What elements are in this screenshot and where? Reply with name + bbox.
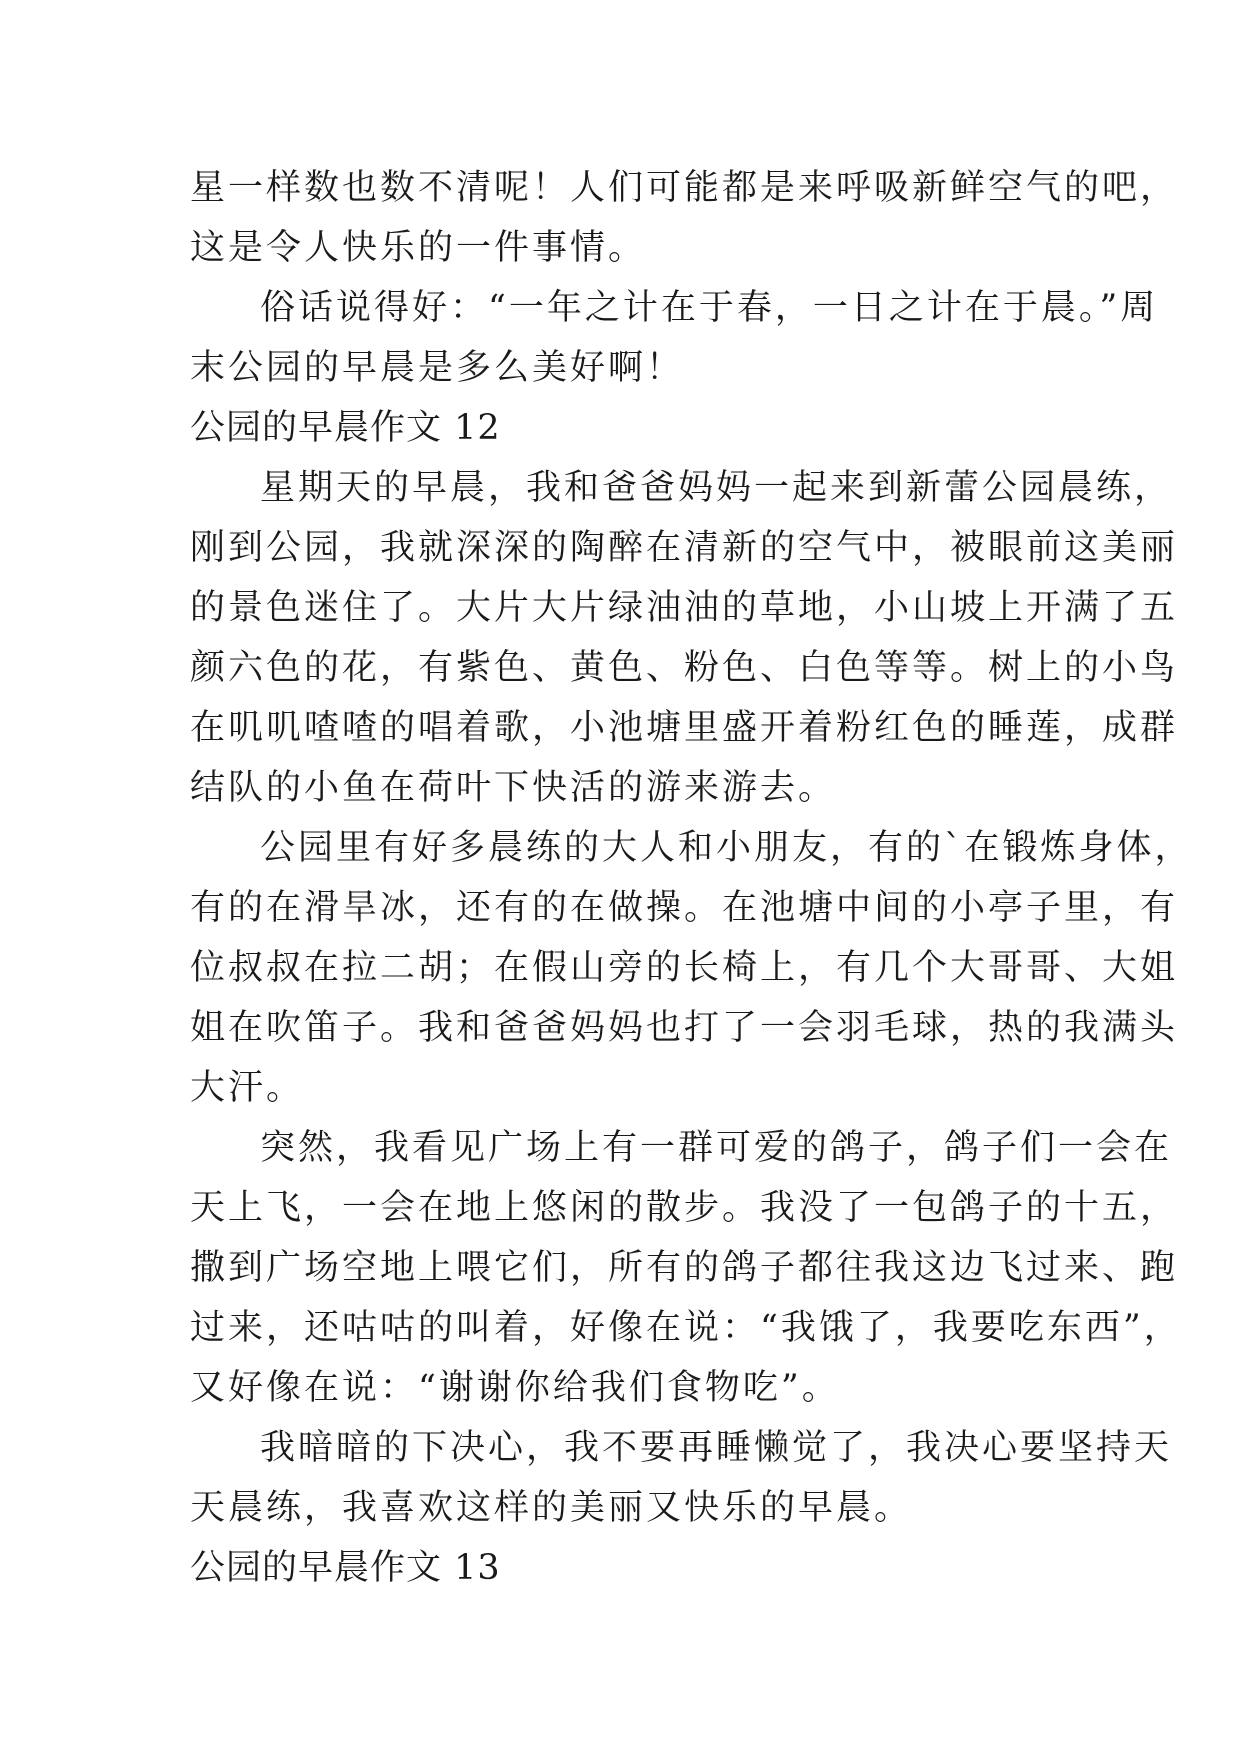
paragraph-line: 星一样数也数不清呢！人们可能都是来呼吸新鲜空气的吧， [190,168,1179,208]
paragraph-line: 在叽叽喳喳的唱着歌，小池塘里盛开着粉红色的睡莲，成群 [190,708,1179,748]
paragraph-line: 俗话说得好：“一年之计在于春，一日之计在于晨。”周 [260,288,1159,328]
paragraph-line: 位叔叔在拉二胡；在假山旁的长椅上，有几个大哥哥、大姐 [190,948,1179,988]
paragraph-line: 又好像在说：“谢谢你给我们食物吃”。 [190,1368,840,1408]
document-body [190,158,1193,1598]
paragraph-line: 的景色迷住了。大片大片绿油油的草地，小山坡上开满了五 [190,588,1179,628]
paragraph-line: 姐在吹笛子。我和爸爸妈妈也打了一会羽毛球，热的我满头 [190,1008,1179,1048]
paragraph-line: 天晨练，我喜欢这样的美丽又快乐的早晨。 [190,1488,913,1528]
paragraph-line: 刚到公园，我就深深的陶醉在清新的空气中，被眼前这美丽 [190,528,1179,568]
paragraph-line: 公园里有好多晨练的大人和小朋友，有的`在锻炼身体， [260,828,1193,868]
paragraph-line: 这是令人快乐的一件事情。 [190,228,647,268]
paragraph-line: 我暗暗的下决心，我不要再睡懒觉了，我决心要坚持天 [260,1428,1173,1468]
paragraph-line: 末公园的早晨是多么美好啊！ [190,348,685,388]
paragraph-line: 过来，还咕咕的叫着，好像在说：“我饿了，我要吃东西”， [190,1308,1182,1348]
paragraph-line: 撒到广场空地上喂它们，所有的鸽子都往我这边飞过来、跑 [190,1248,1179,1288]
paragraph-line: 有的在滑旱冰，还有的在做操。在池塘中间的小亭子里，有 [190,888,1179,928]
paragraph-line: 颜六色的花，有紫色、黄色、粉色、白色等等。树上的小鸟 [190,648,1179,688]
paragraph-line: 突然，我看见广场上有一群可爱的鸽子，鸽子们一会在 [260,1128,1173,1168]
paragraph-line: 天上飞，一会在地上悠闲的散步。我没了一包鸽子的十五， [190,1188,1179,1228]
section-heading: 公园的早晨作文 12 [190,408,501,448]
paragraph-line: 结队的小鱼在荷叶下快活的游来游去。 [190,768,837,808]
paragraph-line: 星期天的早晨，我和爸爸妈妈一起来到新蕾公园晨练， [260,468,1173,508]
paragraph-line: 大汗。 [190,1068,305,1108]
section-heading: 公园的早晨作文 13 [190,1548,501,1588]
